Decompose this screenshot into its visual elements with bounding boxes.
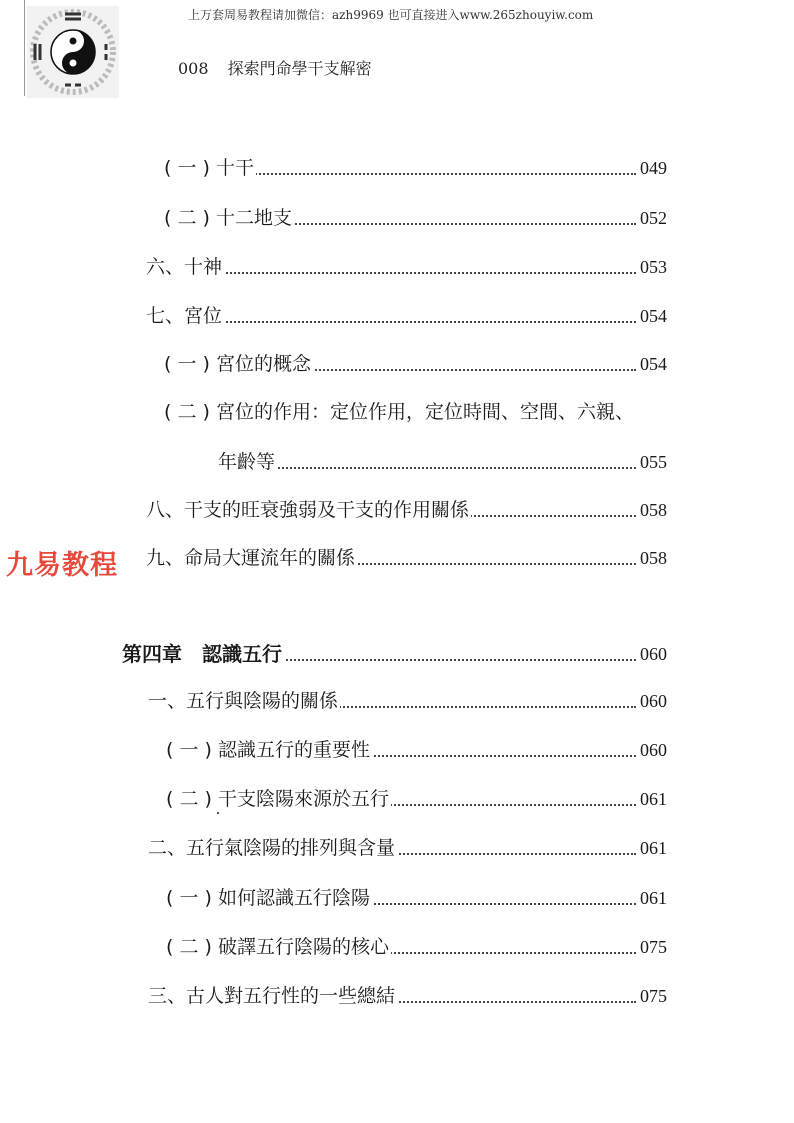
toc-entry-page: 075 [640, 932, 667, 962]
header-page-number: 008 [178, 59, 209, 78]
toc-leader [218, 467, 636, 469]
toc-entry-page: 060 [640, 735, 667, 765]
stray-dot [217, 812, 219, 814]
toc-entry-page: 061 [640, 833, 667, 863]
toc-entry-page: 058 [640, 495, 667, 525]
toc-entry-label: ( 二 ) 干支陰陽來源於五行 [166, 784, 391, 814]
toc-entry-page: 061 [640, 883, 667, 913]
margin-rule [24, 0, 25, 96]
toc-entry-label: 一、五行與陰陽的關係 [148, 686, 340, 716]
toc-entry-label: 八、干支的旺衰強弱及干支的作用關係 [146, 495, 471, 525]
toc-entry-label-wrapped: ( 二 ) 宮位的作用：定位作用，定位時間、空間、六親、 [164, 401, 634, 423]
toc-entry-label: ( 二 ) 破譯五行陰陽的核心 [166, 932, 391, 962]
toc-entry-page: 060 [640, 686, 667, 716]
toc-entry-page: 052 [640, 203, 667, 233]
toc-entry [0, 447, 794, 477]
toc-entry-label: ( 二 ) 十二地支 [164, 203, 294, 233]
toc-entry-label: ( 一 ) 如何認識五行陰陽 [166, 883, 372, 913]
toc-entry-label: 年齡等 [218, 447, 277, 477]
toc-entry-page: 053 [640, 252, 667, 282]
bagua-emblem-icon [27, 6, 119, 98]
toc-entry [0, 735, 794, 765]
toc-entry-page: 054 [640, 301, 667, 331]
toc-entry [0, 833, 794, 863]
toc-entry [0, 981, 794, 1011]
toc-entry [0, 349, 794, 379]
toc-entry [0, 495, 794, 525]
toc-entry-page: 055 [640, 447, 667, 477]
toc-chapter-label: 第四章 認識五行 [122, 639, 284, 669]
toc-entry [0, 252, 794, 282]
toc-entry [0, 543, 794, 573]
toc-entry [0, 932, 794, 962]
toc-entry-label: 九、命局大運流年的關係 [146, 543, 357, 573]
watermark-stamp: 九易教程 [6, 550, 118, 581]
toc-entry [0, 203, 794, 233]
toc-entry-page: 075 [640, 981, 667, 1011]
toc-entry-page: 060 [640, 639, 667, 669]
page-header [178, 56, 372, 79]
toc-chapter-entry [0, 639, 794, 669]
toc-entry-page: 058 [640, 543, 667, 573]
toc-entry-page: 054 [640, 349, 667, 379]
toc-entry-page: 061 [640, 784, 667, 814]
watermark-text: 上万套周易教程请加微信：azh9969 也可直接进入www.265zhouyiw.com [188, 8, 594, 22]
toc-entry-page: 049 [640, 153, 667, 183]
toc-entry [0, 301, 794, 331]
toc-entry-label: ( 一 ) 宮位的概念 [164, 349, 313, 379]
toc-entry-label: 六、十神 [146, 252, 224, 282]
toc-entry-label: ( 一 ) 認識五行的重要性 [166, 735, 372, 765]
toc-entry [0, 784, 794, 814]
book-title: 探索門命學干支解密 [227, 59, 372, 78]
toc-entry-label: 二、五行氣陰陽的排列與含量 [148, 833, 397, 863]
toc-entry-label: ( 一 ) 十干 [164, 153, 256, 183]
toc-entry [0, 883, 794, 913]
toc-entry-label: 七、宮位 [146, 301, 224, 331]
toc-entry-label: 三、古人對五行性的一些總結 [148, 981, 397, 1011]
toc-entry [0, 153, 794, 183]
toc-entry [0, 686, 794, 716]
